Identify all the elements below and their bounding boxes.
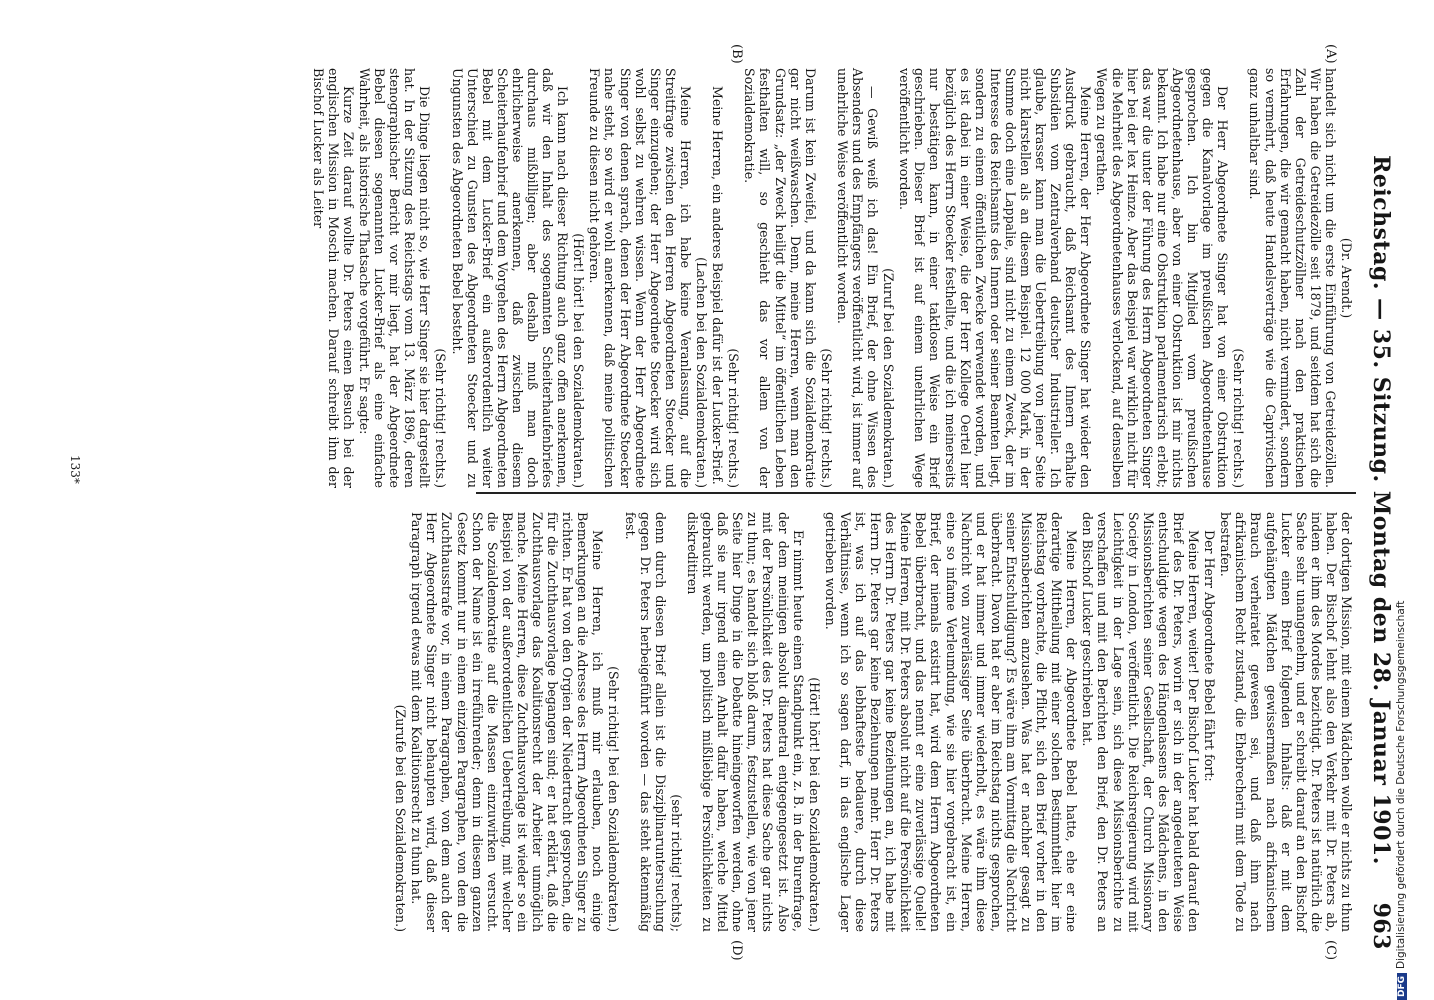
paragraph: (Sehr richtig! rechts.)	[1231, 348, 1247, 488]
paragraph: Der Herr Abgeordnete Bebel fährt fort:	[1202, 530, 1218, 782]
page-number: 963	[1368, 902, 1394, 950]
paragraph: (Sehr richtig! rechts.)	[818, 348, 834, 488]
paragraph: (Zurufe bei den Sozialdemokraten.)	[393, 704, 409, 932]
right-column	[392, 512, 1354, 932]
paragraph: Der Herr Abgeordnete Singer hat von einer Obstruktion gegen die Kanalvorlage im preußischen Abgeordnetenhause gesprochen. Ich bin Mitglied vom preußischen Abgeordnetenhause, aber von einer Obstruktion ist mir nichts bekannt. Ich habe nur eine Obstruktion parlamentarisch erlebt; das war die unter der Führung des Herrn Abgeordneten Singer hier bei der lex Heinze. Aber das Beispiel war wirklich nicht für die Mehrheit des Abgeordnetenhauses verlockend, auf denselben Wegen zu gerathen.	[1094, 68, 1231, 488]
paragraph: (Zuruf bei den Sozialdemokraten.)	[881, 268, 897, 488]
credit-text: Digitalisierung gefördert durch die Deutsche Forschungsgemeinschaft	[1395, 600, 1407, 969]
digitization-credit	[1395, 0, 1415, 1000]
paragraph: (Hört! hört! bei den Sozialdemokraten.)	[571, 233, 587, 488]
paragraph: (Lachen bei den Sozialdemokraten.)	[694, 257, 710, 488]
paragraph: Ich kann nach dieser Richtung auch ganz offen anerkennen, daß wir den Inhalt des sogenannten Scheiterhaufenbriefes durchaus mißbilligen; aber deshalb muß man doch ehrlicherweise anerkennen, daß zwischen diesem Scheiterhaufenbrief und dem Vorgehen des Herrn Abgeordneten Bebel mit dem Lucker-Brief ein außerordentlich weiter Unterschied zu Gunsten des Abgeordneten Stoecker und zu Ungunsten des Abgeordneten Bebel besteht.	[449, 68, 571, 488]
dfg-logo: DFG	[1397, 973, 1407, 1000]
left-column	[310, 68, 1354, 488]
paragraph: Meine Herren, der Abgeordnete Bebel hatte, ehe er eine derartige Mittheilung mit einer solchen Bestimmtheit hier im Reichstag vorbrachte, die Pflicht, sich den Brief vorher in den Missionsberichten anzusehen. Was hat er nachher gesagt zu seiner Entschuldigung? Es wäre ihm am Vormittag die Nachricht überbracht. Davon hat er aber im Reichstag nichts gesprochen, und er hat immer und immer wiederholt, es wäre ihm diese Nachricht von zuverlässiger Seite überbracht. Meine Herren, eine so infame Verleumdung, wie sie hier vorgebracht ist, ein Brief, der niemals existirt hat, wird dem Herrn Abgeordneten Bebel überbracht, und das nennt er eine zuverlässige Quelle! Meine Herren, mit Dr. Peters absolut nicht auf die Persönlichkeit des Herrn Dr. Peters gar keine Beziehungen an, ich habe mit Herrn Dr. Peters gar keine Beziehungen mehr. Herr Dr. Peters ist, was ich auf das lebhafteste bedauere, durch diese Verhältnisse, wenn ich so sagen darf, in das englische Lager getrieben worden.	[822, 512, 1080, 932]
margin-marker-b: (B)	[729, 44, 744, 64]
paragraph: Darum ist kein Zweifel, und da kann sich die Sozialdemokratie gar nicht weißwaschen. Denn, meine Herren, wenn man den Grundsatz: „der Zweck heiligt die Mittel“ im öffentlichen Leben festhalten will, so geschieht das vor allem von der Sozialdemokratie.	[742, 68, 818, 488]
paragraph: Meine Herren, der Herr Abgeordnete Singer hat wieder den Ausdruck gebraucht, daß Reichsamt des Innern erhalte Subsidien vom Zentralverband deutscher Industrieller. Ich glaube, krasser kann man die Uebertreibung von jener Seite nicht klarstellen als an diesem Beispiel. 12 000 Mark, in der Summe doch eine Lappalie, sind nicht zu einem Zweck, der im Interesse des Reichsamts des Innern oder seiner Beamten liegt, sondern zu einem öffentlichen Zwecke verwendet worden, und es ist dabei in einer Weise, die der Herr Kollege Oertel hier bezüglich des Herrn Stoecker festhellte, und die ich meinerseits nur bestätigen kann, in einer taktlosen Weise ein Brief geschrieben. Dieser Brief ist auf einem unehrlichen Wege veröffentlicht worden.	[897, 68, 1094, 488]
paragraph: Er nimmt heute einen Standpunkt ein, z. B. in der Burenfrage, der dem meinigen absolut diametral entgegengesetzt ist. Also mit der Persönlichkeit des Dr. Peters hat diese Sache gar nichts zu thun; es handelt sich bloß darum, festzustellen, wie von jener Seite hier Dinge in die Debatte hineingeworfen werden, ohne daß sie nur irgend einen Anhalt dafür haben, welche Mittel gebraucht werden, um politisch mißliebige Persönlichkeiten zu diskreditiren	[684, 512, 806, 932]
sheet-signature: 133*	[68, 455, 82, 484]
column-divider	[476, 492, 1356, 494]
page-title: Reichstag. — 35. Sitzung. Montag den 28. Januar 1901.	[1368, 155, 1394, 865]
paragraph: denn durch diesen Brief allein ist die Disziplinaruntersuchung gegen Dr. Peters herbeigeführt worden — das steht aktenmäßig fest.	[622, 512, 668, 932]
paragraph: (Dr. Arendt.)	[1339, 237, 1354, 319]
paragraph: Meine Herren, ein anderes Beispiel dafür ist der Lucker-Brief.	[710, 86, 726, 485]
paragraph: handelt sich nicht um die erste Einführung von Getreidezöllen. Wir haben die Getreidezölle seit 1879, und seitdem hat sich die Zahl der Getreideschutzzöllner nach den praktischen Erfahrungen, die wir gemacht haben, nicht vermindert, sondern so vermehrt, daß heute Handelsverträge wie die Caprivischen ganz unhaltbar sind.	[1247, 68, 1338, 488]
paragraph: der dortigen Mission, mit einem Mädchen wolle er nichts zu thun haben. Der Bischof lehnt also den Verkehr mit Dr. Peters ab, indem er ihm des Mordes bezichtigt. Dr. Peters ist natürlich die Sache sehr unangenehm, und er schreibt darauf an den Bischof Lucker einen Brief folgenden Inhalts: daß er mit dem aufgehängten Mädchen gewissermaßen nach afrikanischem Brauch verheiratet gewesen sei, und daß ihm nach afrikanischem Recht zustand, die Ehebrecherin mit dem Tode zu bestrafen.	[1218, 512, 1354, 932]
paragraph: Die Dinge liegen nicht so, wie Herr Singer sie hier dargestellt hat. In der Sitzung des Reichstags vom 13. März 1896, deren stenographischer Bericht vor mir liegt, hat der Abgeordnete Bebel diesen sogenannten Lucker-Brief als eine einfache Wahrheit, als historische Thatsache vorgeführt. Er sagte:	[357, 68, 433, 488]
paragraph: (Sehr richtig! rechts.)	[726, 348, 742, 488]
paragraph: (Sehr richtig! rechts.)	[433, 348, 449, 488]
margin-marker-c: (C)	[1323, 940, 1338, 961]
paragraph: Meine Herren, ich muß mir erlauben, noch einige Bemerkungen an die Adresse des Herrn Abgeordneten Singer zu richten. Er hat von den Orgien der Niedertracht gesprochen, die für die Zuchthausvorlage begangen sind; er hat erklärt, daß die Zuchthausvorlage das Koalitionsrecht der Arbeiter unmöglich mache. Meine Herren, diese Zuchthausvorlage ist wieder so ein Beispiel von der außerordentlichen Uebertreibung, mit welcher die Sozialdemokratie auf die Massen einzuwirken versucht. Schon der Name ist ein irreführender; denn in diesem ganzen Gesetz kommt nur in einem einzigen Paragraphen, von dem die Zuchthausstrafe vor, in einem Paragraphen, von dem auch der Herr Abgeordnete Singer nicht behaupten wird, daß dieser Paragraph irgend etwas mit dem Koalitionsrecht zu thun hat.	[409, 512, 606, 932]
paragraph: (Hört! hört! bei den Sozialdemokraten.)	[806, 677, 822, 932]
paragraph: Meine Herren, weiter! Der Bischof Lucker hat bald darauf den Brief des Dr. Peters, worin er sich in der angedeuteten Weise entschuldigte wegen des Hängenlassens des Mädchens, in den Missionsberichten seiner Gesellschaft, der Church Missionary Society in London, veröffentlicht. Die Reichsregierung wird mit Leichtigkeit in der Lage sein, sich diese Missionsberichte zu verschaffen und mit den Berichten den Brief, den Dr. Peters an den Bischof Lucker geschrieben hat.	[1080, 512, 1202, 932]
paragraph: Meine Herren, ich habe keine Veranlassung, auf die Streitfrage zwischen den Herren Abgeordneten Stoecker und Singer einzugehen; der Herr Abgeordnete Stoecker wird sich wohl selbst zu wehren wissen. Wenn der Herr Abgeordnete Singer von denen sprach, denen der Herr Abgeordnete Stoecker nahe steht, so wird er wohl anerkennen, daß meine politischen Freunde zu diesen nicht gehören.	[587, 68, 693, 488]
page-header	[1364, 70, 1394, 950]
paragraph: (sehr richtig! rechts);	[668, 794, 684, 932]
margin-marker-a: (A)	[1323, 44, 1338, 64]
paragraph: Kurze Zeit darauf wollte Dr. Peters einen Besuch bei der englischen Mission in Moschi machen. Darauf schreibt ihm der Bischof Lucker als Leiter	[310, 68, 356, 488]
paragraph: (Sehr richtig! bei den Sozialdemokraten.)	[606, 666, 622, 932]
margin-marker-d: (D)	[729, 940, 744, 961]
paragraph: — Gewiß weiß ich das! Ein Brief, der ohne Wissen des Absenders und des Empfängers veröffentlicht wird, ist immer auf unehrliche Weise veröffentlicht worden.	[834, 68, 881, 488]
